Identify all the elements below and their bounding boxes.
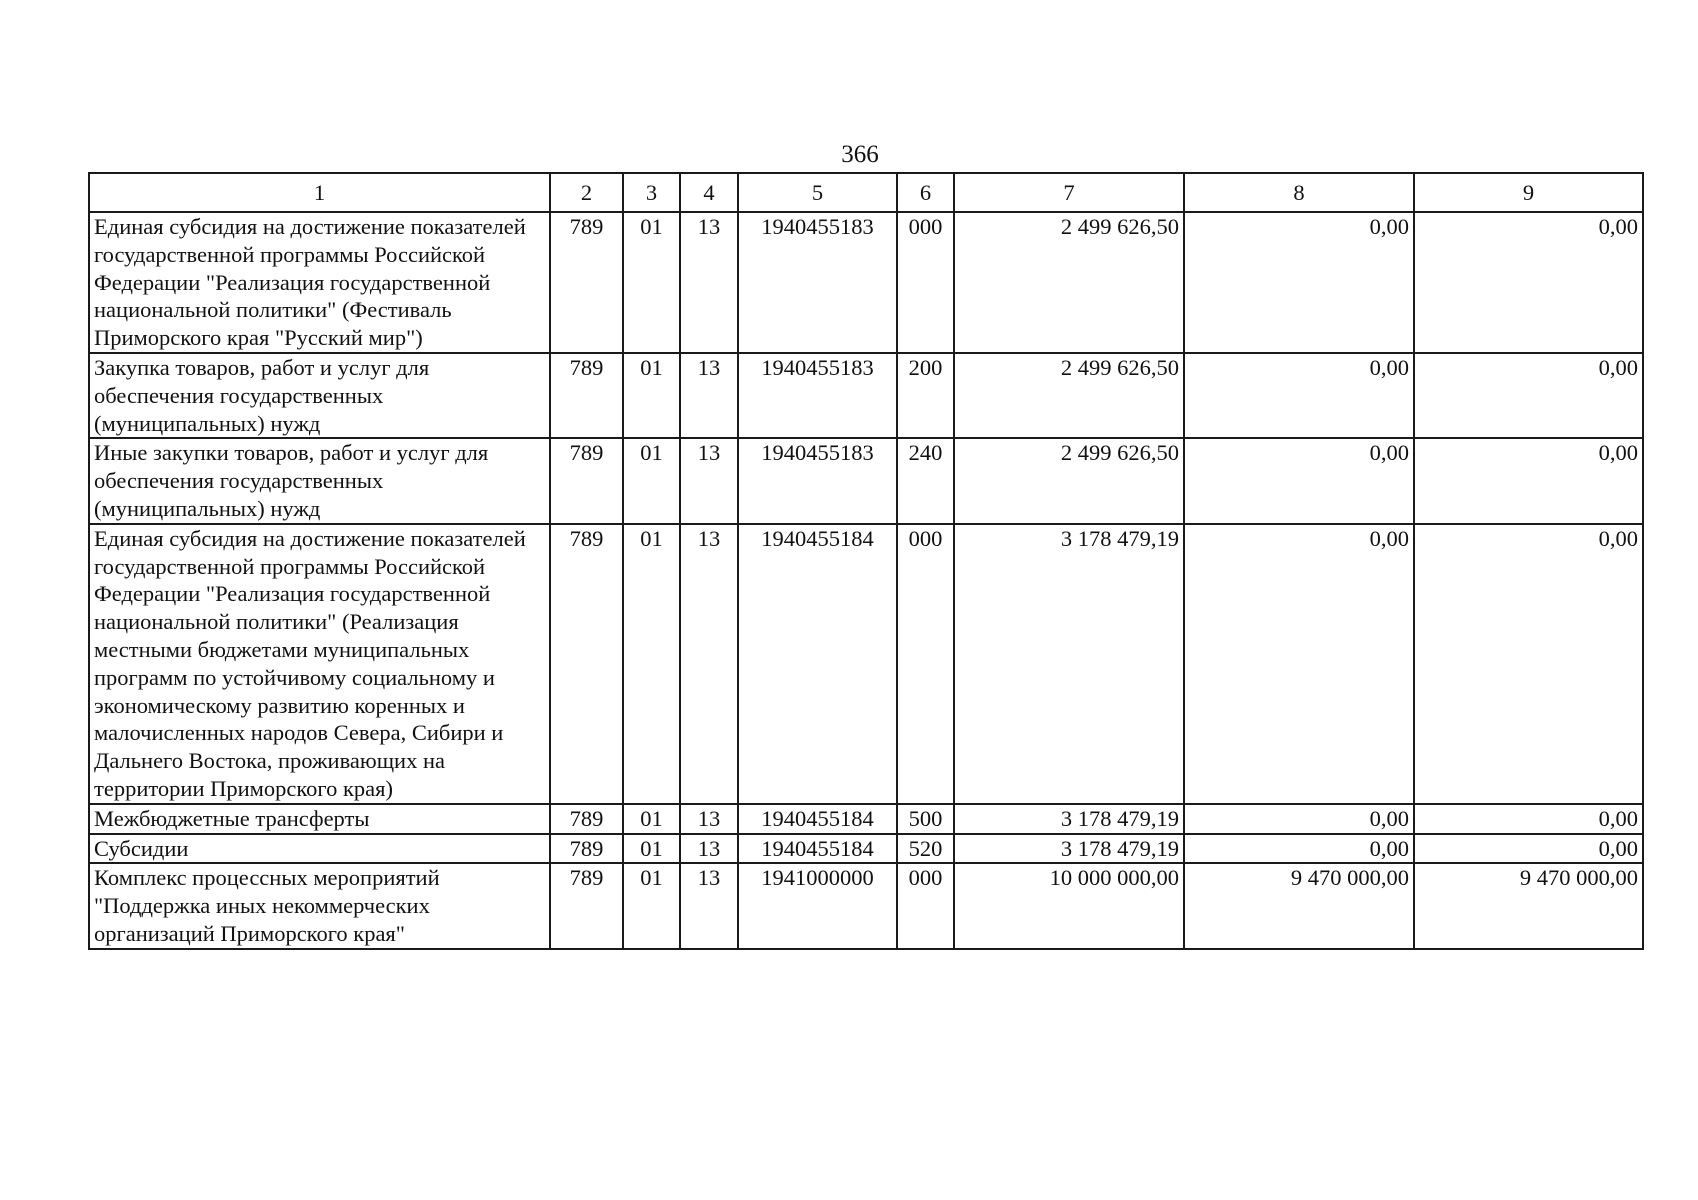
code-cell: 000 [897, 212, 954, 353]
code-cell: 13 [680, 438, 738, 523]
code-cell: 1940455184 [738, 834, 897, 864]
table-row [89, 353, 1643, 438]
code-cell: 1940455184 [738, 804, 897, 834]
row-name: Закупка товаров, работ и услуг для обеспечения государственных (муниципальных) нужд [89, 353, 550, 438]
code-cell: 01 [623, 212, 680, 353]
code-cell: 1940455183 [738, 438, 897, 523]
amount-cell: 0,00 [1184, 834, 1414, 864]
code-cell: 13 [680, 353, 738, 438]
column-header: 9 [1414, 173, 1643, 212]
code-cell: 13 [680, 212, 738, 353]
row-name: Комплекс процессных мероприятий "Поддержка иных некоммерческих организаций Приморского края" [89, 863, 550, 948]
column-header: 8 [1184, 173, 1414, 212]
code-cell: 000 [897, 863, 954, 948]
code-cell: 500 [897, 804, 954, 834]
row-name: Межбюджетные трансферты [89, 804, 550, 834]
table-row [89, 834, 1643, 864]
code-cell: 01 [623, 524, 680, 804]
code-cell: 789 [550, 212, 623, 353]
amount-cell: 2 499 626,50 [954, 212, 1184, 353]
column-header: 7 [954, 173, 1184, 212]
code-cell: 240 [897, 438, 954, 523]
amount-cell: 0,00 [1414, 438, 1643, 523]
amount-cell: 9 470 000,00 [1414, 863, 1643, 948]
code-cell: 13 [680, 863, 738, 948]
column-header: 6 [897, 173, 954, 212]
code-cell: 01 [623, 438, 680, 523]
code-cell: 520 [897, 834, 954, 864]
code-cell: 01 [623, 834, 680, 864]
amount-cell: 3 178 479,19 [954, 524, 1184, 804]
code-cell: 13 [680, 804, 738, 834]
amount-cell: 3 178 479,19 [954, 834, 1184, 864]
code-cell: 1941000000 [738, 863, 897, 948]
code-cell: 200 [897, 353, 954, 438]
table-row [89, 863, 1643, 948]
amount-cell: 0,00 [1414, 524, 1643, 804]
row-name: Единая субсидия на достижение показателей государственной программы Российской Федерации "Реализация государственной национальной политики" (Реализация местными бюджетами муниципальных программ по устойчивому социальному и экономическому развитию коренных и малочисленных народов Севера, Сибири и Дальнего Востока, проживающих на территории Приморского края) [89, 524, 550, 804]
column-header: 3 [623, 173, 680, 212]
code-cell: 1940455183 [738, 212, 897, 353]
header-row [89, 173, 1643, 212]
table-row [89, 212, 1643, 353]
code-cell: 000 [897, 524, 954, 804]
code-cell: 789 [550, 834, 623, 864]
amount-cell: 0,00 [1414, 834, 1643, 864]
code-cell: 789 [550, 353, 623, 438]
page-number: 366 [841, 141, 879, 168]
code-cell: 13 [680, 524, 738, 804]
amount-cell: 2 499 626,50 [954, 438, 1184, 523]
amount-cell: 0,00 [1414, 804, 1643, 834]
budget-table [88, 172, 1644, 950]
code-cell: 01 [623, 804, 680, 834]
code-cell: 789 [550, 804, 623, 834]
code-cell: 1940455184 [738, 524, 897, 804]
amount-cell: 3 178 479,19 [954, 804, 1184, 834]
amount-cell: 0,00 [1414, 353, 1643, 438]
code-cell: 789 [550, 863, 623, 948]
row-name: Иные закупки товаров, работ и услуг для обеспечения государственных (муниципальных) нужд [89, 438, 550, 523]
table-row [89, 438, 1643, 523]
code-cell: 789 [550, 524, 623, 804]
amount-cell: 0,00 [1184, 804, 1414, 834]
column-header: 4 [680, 173, 738, 212]
amount-cell: 0,00 [1184, 524, 1414, 804]
amount-cell: 0,00 [1414, 212, 1643, 353]
amount-cell: 0,00 [1184, 353, 1414, 438]
amount-cell: 0,00 [1184, 438, 1414, 523]
amount-cell: 9 470 000,00 [1184, 863, 1414, 948]
column-header: 1 [89, 173, 550, 212]
amount-cell: 0,00 [1184, 212, 1414, 353]
code-cell: 1940455183 [738, 353, 897, 438]
column-header: 2 [550, 173, 623, 212]
amount-cell: 10 000 000,00 [954, 863, 1184, 948]
row-name: Субсидии [89, 834, 550, 864]
row-name: Единая субсидия на достижение показателей государственной программы Российской Федерации "Реализация государственной национальной политики" (Фестиваль Приморского края "Русский мир") [89, 212, 550, 353]
code-cell: 13 [680, 834, 738, 864]
table-row [89, 804, 1643, 834]
column-header: 5 [738, 173, 897, 212]
amount-cell: 2 499 626,50 [954, 353, 1184, 438]
code-cell: 01 [623, 863, 680, 948]
code-cell: 789 [550, 438, 623, 523]
code-cell: 01 [623, 353, 680, 438]
table-row [89, 524, 1643, 804]
